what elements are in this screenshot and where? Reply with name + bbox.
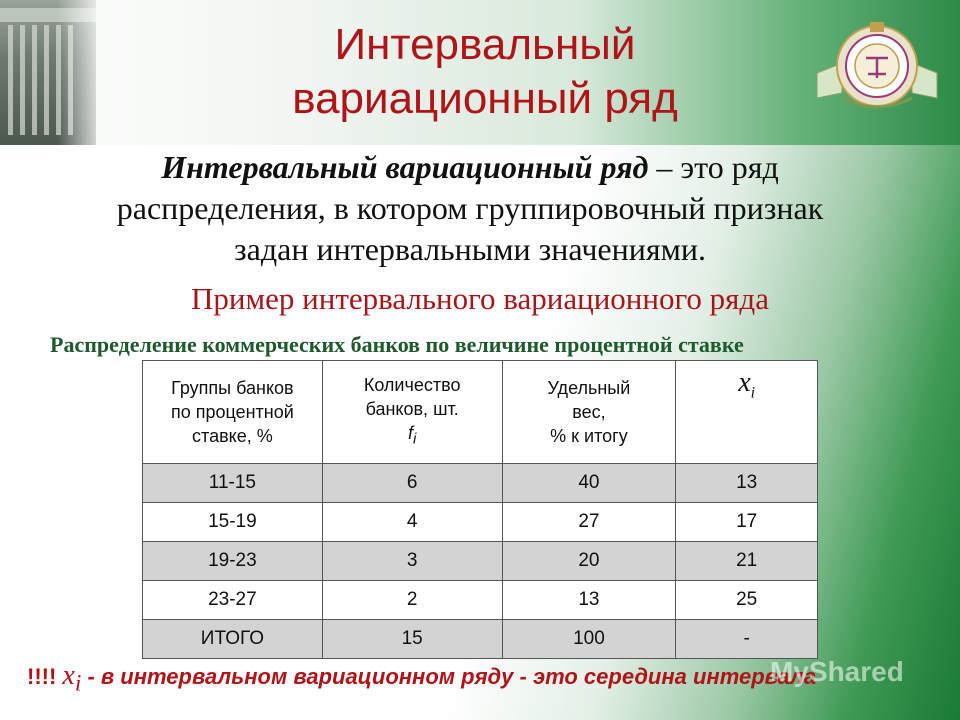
table-row: 15-19 4 27 17 <box>143 503 818 542</box>
slide-title <box>225 18 745 126</box>
definition-text-3: задан интервальными значениями. <box>234 231 706 267</box>
table-total-row: ИТОГО 15 100 - <box>143 620 818 659</box>
frequency-symbol: $f_i$ <box>407 422 417 448</box>
header-groups: Группы банков по процентной ставке, % <box>143 361 323 464</box>
table-row: 19-23 3 20 21 <box>143 542 818 581</box>
title-line-1: Интервальный <box>334 20 636 69</box>
table-row: 23-27 2 13 25 <box>143 581 818 620</box>
definition-paragraph <box>60 147 880 270</box>
footnote-text: - в интервальном вариационном ряду - это середина интервала <box>81 664 817 689</box>
midpoint-symbol: $x_i$ <box>738 367 756 402</box>
footnote-symbol: $x_i$ <box>62 660 82 697</box>
header-midpoint <box>676 361 818 464</box>
definition-term: Интервальный вариационный ряд <box>161 149 649 185</box>
footnote-prefix: !!!! <box>27 664 63 689</box>
definition-text-2: распределения, в котором группировочный признак <box>116 190 824 226</box>
header-share: Удельный вес, % к итогу <box>502 361 676 464</box>
watermark: MyShared <box>770 656 904 687</box>
table-header-row <box>143 361 818 464</box>
building-photo <box>0 0 96 145</box>
table-row: 11-15 6 40 13 <box>143 464 818 503</box>
header-count: Количество банков, шт. $f_i$ <box>322 361 502 464</box>
title-line-2: вариационный ряд <box>292 74 678 123</box>
university-emblem-icon <box>812 18 942 113</box>
definition-text-1: – это ряд <box>648 149 779 185</box>
table-caption: Распределение коммерческих банков по величине процентной ставке <box>50 332 744 357</box>
example-subtitle: Пример интервального вариационного ряда <box>191 281 769 316</box>
interval-series-table <box>142 360 818 659</box>
